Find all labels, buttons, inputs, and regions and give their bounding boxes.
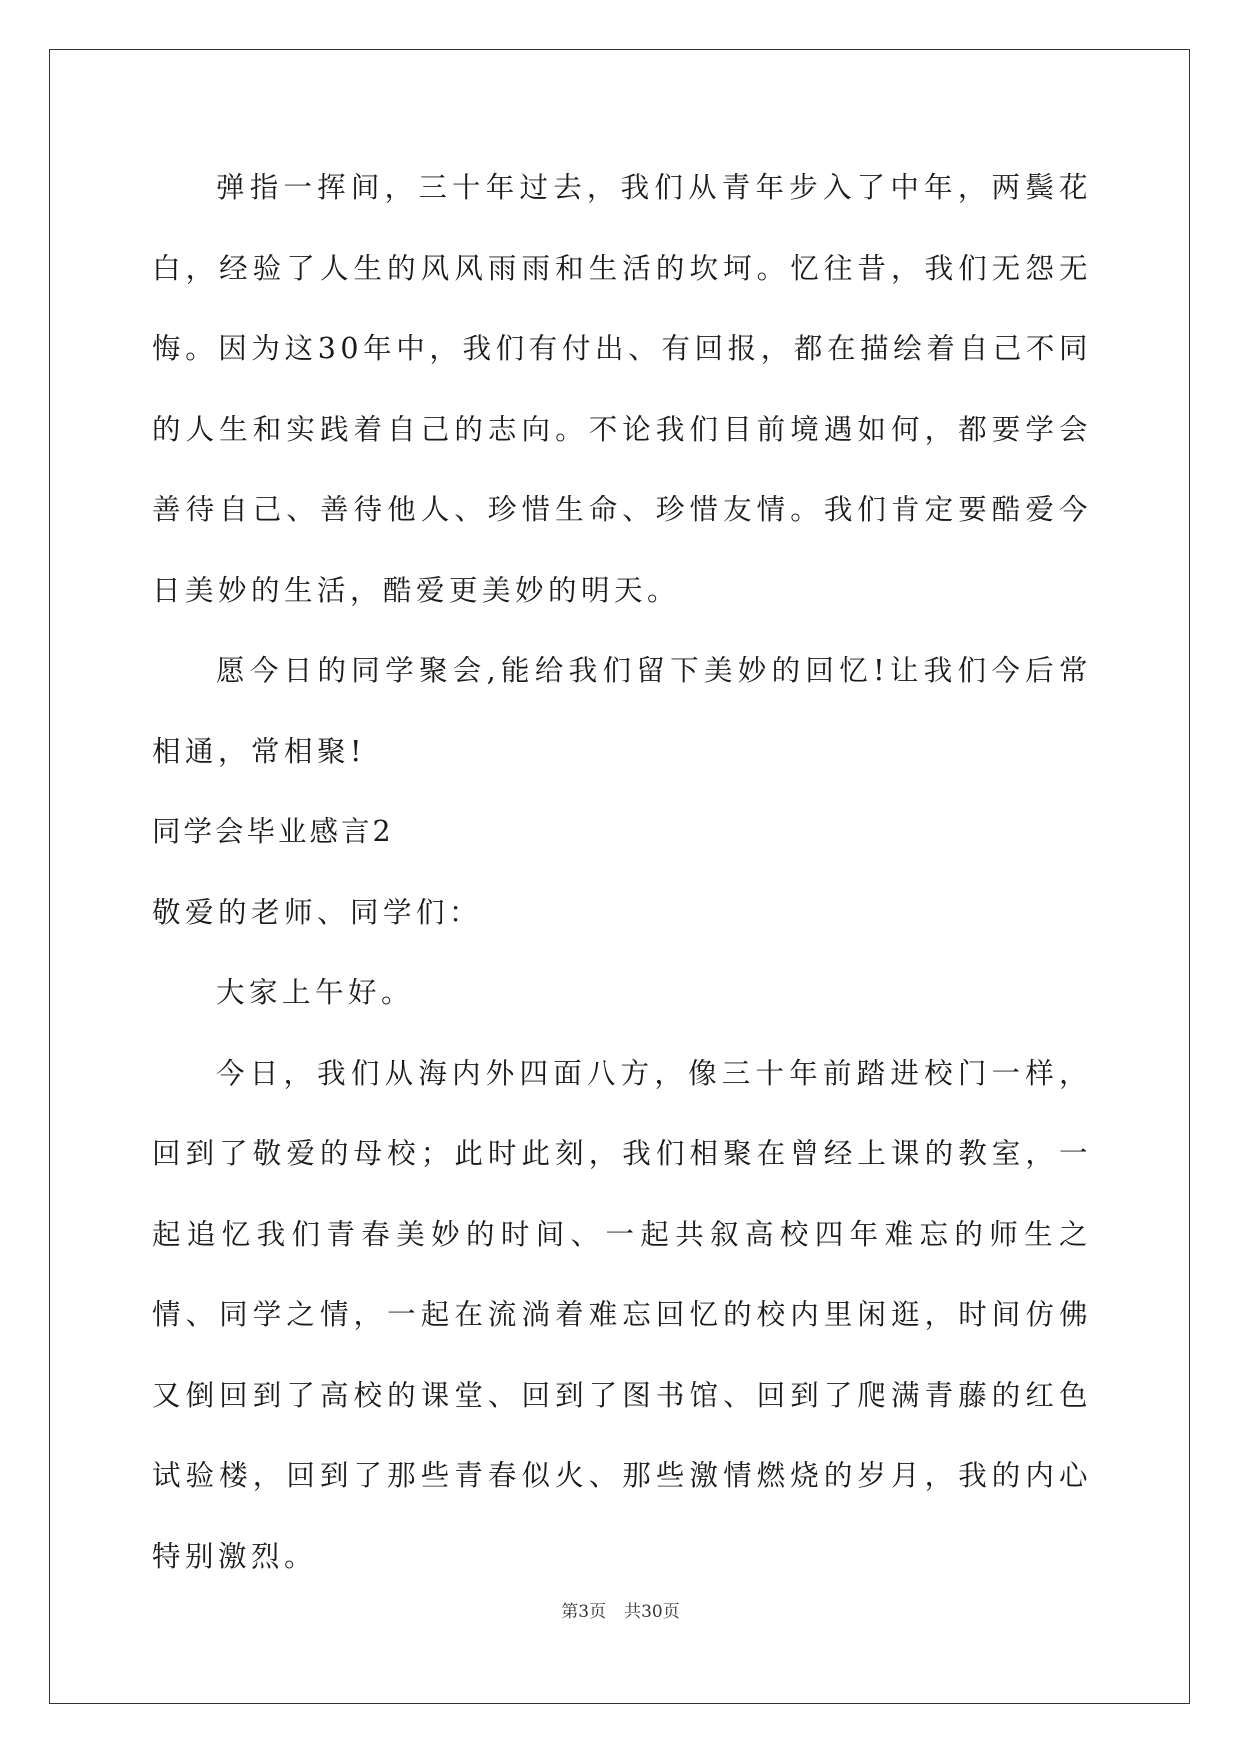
page-total: 共30页	[624, 1602, 680, 1622]
page-footer	[0, 1597, 1241, 1622]
document-body	[152, 148, 1092, 1597]
paragraph-reunion: 今日，我们从海内外四面八方，像三十年前踏进校门一样，回到了敬爱的母校；此时此刻，我们相聚在曾经上课的教室，一起追忆我们青春美妙的时间、一起共叙高校四年难忘的师生之情、同学之情，一起在流淌着难忘回忆的校内里闲逛，时间仿佛又倒回到了高校的课堂、回到了图书馆、回到了爬满青藤的红色试验楼，回到了那些青春似火、那些激情燃烧的岁月，我的内心特别激烈。	[152, 1056, 1092, 1573]
page-number: 第3页	[561, 1602, 607, 1622]
paragraph-wish: 愿今日的同学聚会,能给我们留下美妙的回忆!让我们今后常相通，常相聚!	[152, 654, 1092, 768]
salutation: 敬爱的老师、同学们：	[152, 895, 483, 929]
section-heading: 同学会毕业感言2	[152, 815, 394, 848]
greeting: 大家上午好。	[216, 976, 415, 1009]
paragraph-reflection: 弹指一挥间，三十年过去，我们从青年步入了中年，两鬓花白，经验了人生的风风雨雨和生活的坎坷。忆往昔，我们无怨无悔。因为这30年中，我们有付出、有回报，都在描绘着自己不同的人生和实践着自己的志向。不论我们目前境遇如何，都要学会善待自己、善待他人、珍惜生命、珍惜友情。我们肯定要酷爱今日美妙的生活，酷爱更美妙的明天。	[152, 171, 1092, 607]
